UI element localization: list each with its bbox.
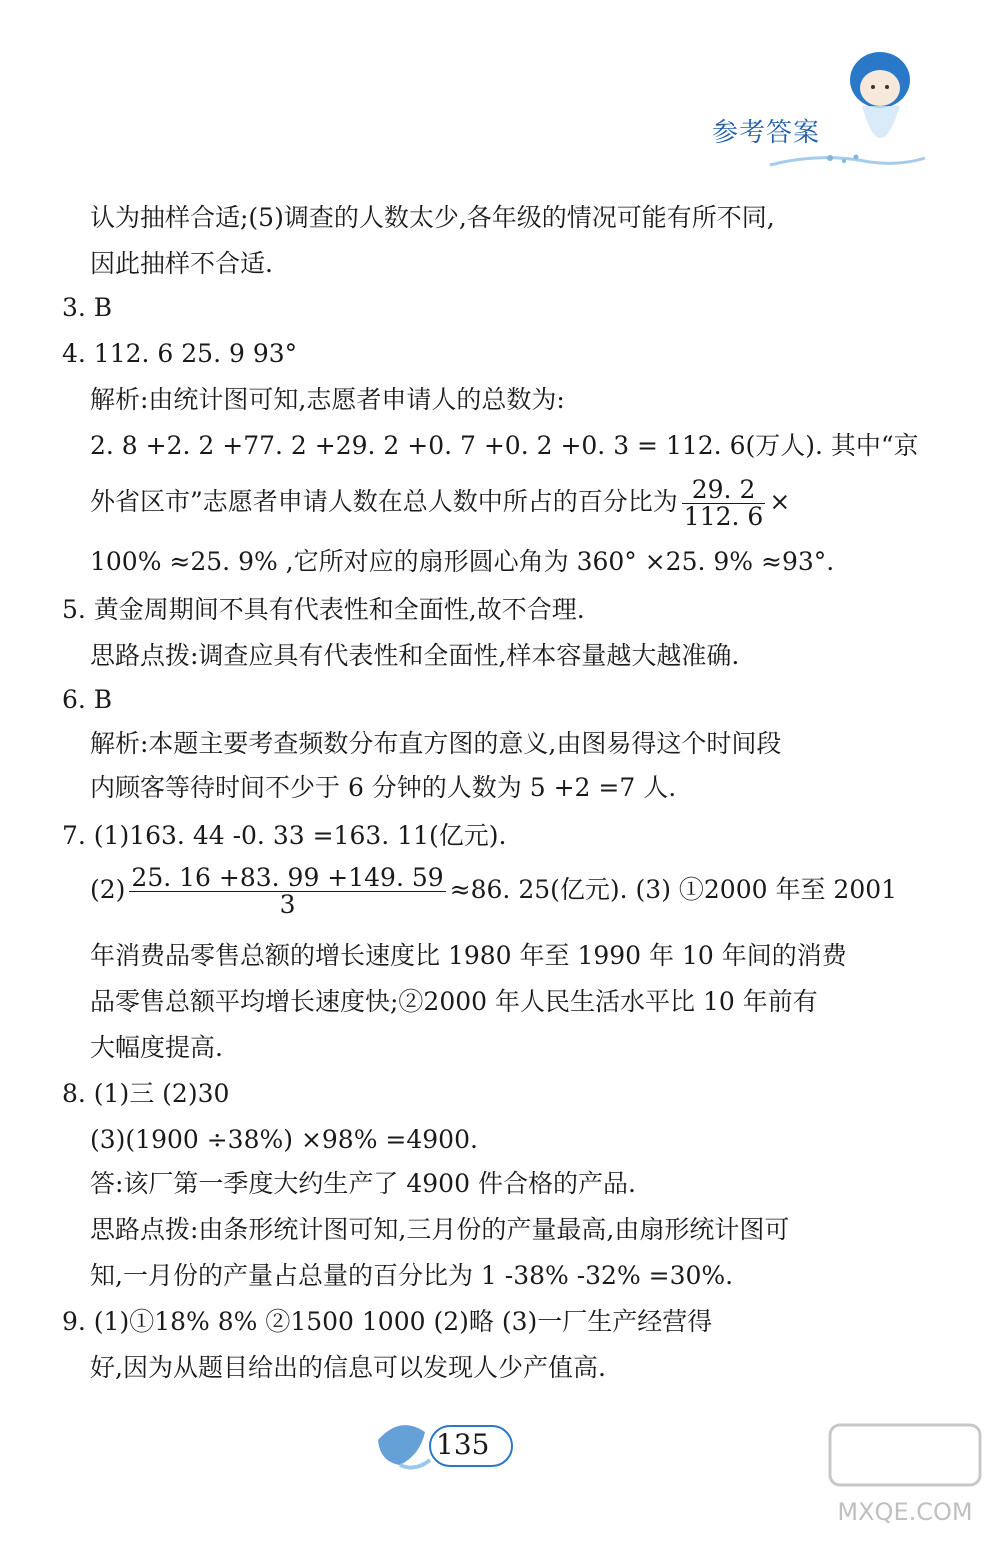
question-8-answer: 8. (1)三 (2)30 xyxy=(62,1079,230,1108)
text-line: 品零售总额平均增长速度快;②2000 年人民生活水平比 10 年前有 xyxy=(90,987,818,1016)
fraction-denominator: 112. 6 xyxy=(683,502,764,531)
text-span: ≈86. 25(亿元). (3) ①2000 年至 2001 xyxy=(449,875,898,904)
question-6-answer: 6. B xyxy=(62,685,113,714)
watermark-text: MXQE.COM xyxy=(837,1498,973,1526)
text-line: 解析:本题主要考查频数分布直方图的意义,由图易得这个时间段 xyxy=(90,729,782,758)
fraction xyxy=(682,477,766,530)
text-span: (2) xyxy=(90,875,126,904)
text-line: (3)(1900 ÷38%) ×98% =4900. xyxy=(90,1125,478,1154)
fraction xyxy=(129,865,445,918)
question-7-answer: 7. (1)163. 44 -0. 33 =163. 11(亿元). xyxy=(62,821,507,850)
question-4-answer: 4. 112. 6 25. 9 93° xyxy=(62,339,298,368)
text-line: 认为抽样合适;(5)调查的人数太少,各年级的情况可能有所不同, xyxy=(90,203,775,232)
text-span: 外省区市”志愿者申请人数在总人数中所占的百分比为 xyxy=(90,487,678,516)
text-line-with-fraction xyxy=(90,472,790,532)
text-line: 思路点拨:调查应具有代表性和全面性,样本容量越大越准确. xyxy=(90,641,740,670)
question-5-answer: 5. 黄金周期间不具有代表性和全面性,故不合理. xyxy=(62,595,585,624)
text-line: 知,一月份的产量占总量的百分比为 1 -38% -32% =30%. xyxy=(90,1261,734,1290)
girl-illustration-icon xyxy=(760,40,930,180)
page-number: 135 xyxy=(436,1428,490,1461)
text-line: 100% ≈25. 9% ,它所对应的扇形圆心角为 360° ×25. 9% ≈93°. xyxy=(90,547,835,576)
text-line: 因此抽样不合适. xyxy=(90,249,273,278)
text-line: 年消费品零售总额的增长速度比 1980 年至 1990 年 10 年间的消费 xyxy=(90,941,847,970)
text-line: 思路点拨:由条形统计图可知,三月份的产量最高,由扇形统计图可 xyxy=(90,1215,790,1244)
text-line: 好,因为从题目给出的信息可以发现人少产值高. xyxy=(90,1353,606,1382)
text-span: × xyxy=(769,487,791,516)
watermark-logo-icon xyxy=(820,1415,990,1535)
question-9-answer: 9. (1)①18% 8% ②1500 1000 (2)略 (3)一厂生产经营得 xyxy=(62,1307,713,1336)
fraction-numerator: 29. 2 xyxy=(682,477,766,504)
text-line-with-fraction xyxy=(90,860,897,920)
fraction-numerator: 25. 16 +83. 99 +149. 59 xyxy=(131,863,444,892)
fraction-denominator: 3 xyxy=(279,890,296,919)
text-line: 答:该厂第一季度大约生产了 4900 件合格的产品. xyxy=(90,1169,636,1198)
question-3-answer: 3. B xyxy=(62,293,113,322)
text-line: 内顾客等待时间不少于 6 分钟的人数为 5 +2 =7 人. xyxy=(90,773,677,802)
text-line: 2. 8 +2. 2 +77. 2 +29. 2 +0. 7 +0. 2 +0. 3 = 112. 6(万人). 其中“京 xyxy=(90,431,919,460)
text-line: 大幅度提高. xyxy=(90,1033,223,1062)
text-line: 解析:由统计图可知,志愿者申请人的总数为: xyxy=(90,385,565,414)
header-title: 参考答案 xyxy=(712,118,821,148)
